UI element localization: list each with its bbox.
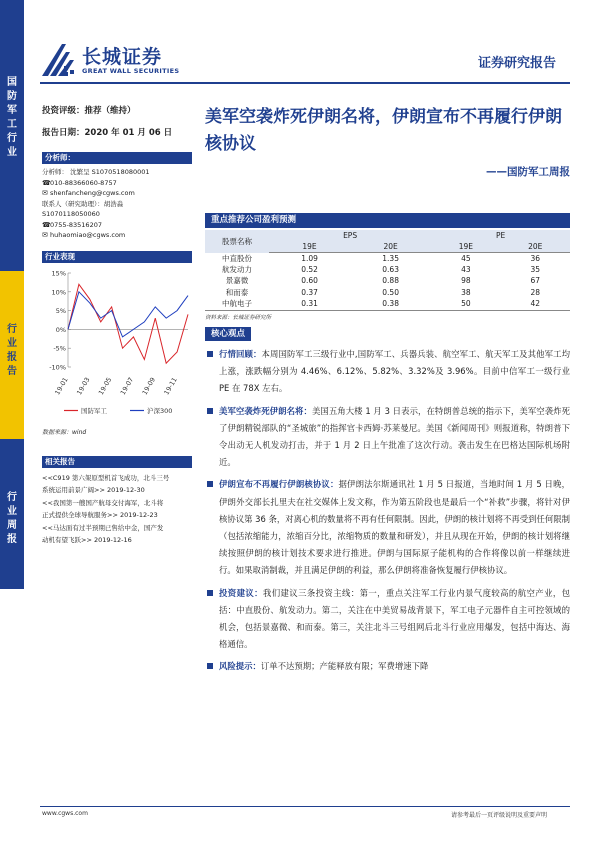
- y-tick-label: 15%: [51, 269, 66, 277]
- side-strip: [0, 0, 24, 841]
- y-tick-label: 0%: [55, 325, 66, 334]
- table-cell: 0.63: [382, 265, 399, 275]
- table-cell: 景嘉微: [225, 276, 249, 286]
- side-char: 行: [7, 324, 17, 335]
- side-char: 业: [7, 147, 17, 158]
- side-char: 国: [7, 77, 17, 88]
- report-date: 报告日期：2020 年 01 月 06 日: [42, 128, 173, 138]
- bullet-square-icon: [207, 663, 213, 669]
- side-label-weekly: [0, 439, 24, 589]
- point-heading: 伊朗宣布不再履行伊朗核协议：: [219, 479, 339, 490]
- contact-id: S1070118050060: [42, 210, 100, 218]
- side-char: 业: [7, 338, 17, 349]
- point-body: 据伊朗法尔斯通讯社 1 月 5 日报道，当地时间 1 月 5 日晚，伊朗外交部长扎里夫在社交媒体上发文称，作为第五阶段也是最后一个“补救”步骤，将针对伊核协议第 36 条，对离心机的数量将不再有任何限制。因此，伊朗的核计划将不再受到任何限制（包括浓缩能力，浓缩百分比，浓缩物质的数量和研发），并且从现在开始，伊朗的核计划将继续按照伊朗的核计划技术要求进行推进。伊朗与国际原子能机构的合作将像以前一样继续进行。如果取消制裁，并且满足伊朗的利益，那么伊朗将准备恢复履行伊核协议。: [219, 479, 570, 576]
- side-char: 工: [7, 119, 17, 130]
- table-cell: 0.37: [301, 287, 318, 297]
- table-header-row: [205, 230, 570, 241]
- great-wall-logo-icon: [40, 42, 76, 78]
- col-year: 19E: [269, 241, 350, 253]
- report-subtitle: ——国防军工周报: [486, 166, 570, 178]
- col-year: 20E: [350, 241, 431, 253]
- series-line-0: [68, 284, 188, 363]
- table-row: [205, 287, 570, 298]
- mail-icon: ✉: [42, 231, 48, 239]
- side-char: 报: [7, 352, 17, 363]
- analyst-line: [42, 199, 192, 210]
- contact-name: 联系人（研究助理）：胡浩淼: [42, 199, 124, 208]
- title-block: [205, 104, 570, 179]
- table-row: [205, 253, 570, 265]
- contact-email[interactable]: huhaomiao@cgws.com: [50, 231, 126, 239]
- core-points: [205, 346, 570, 681]
- col-year: 20E: [501, 241, 570, 253]
- performance-section-header: 行业表现: [42, 251, 192, 263]
- bullet-square-icon: [207, 590, 213, 596]
- side-char: 行: [7, 492, 17, 503]
- analyst-info: [42, 167, 192, 241]
- header-divider: [40, 82, 570, 84]
- core-point: [205, 403, 570, 472]
- core-point: [205, 346, 570, 398]
- x-tick-label: 19-11: [162, 375, 179, 396]
- logo-text-en: GREAT WALL SECURITIES: [82, 67, 180, 75]
- mail-icon: ✉: [42, 189, 48, 197]
- table-cell: 36: [530, 254, 541, 264]
- y-tick-label: -5%: [53, 344, 66, 353]
- investment-rating: 投资评级：推荐（维持）: [42, 106, 136, 116]
- data-source: 数据来源：wind: [42, 428, 87, 436]
- analyst-line: [42, 178, 192, 189]
- related-reports-header: 相关报告: [42, 456, 192, 468]
- x-tick-label: 19-09: [140, 375, 158, 396]
- col-stock-name: 股票名称: [205, 230, 269, 253]
- header: [40, 34, 570, 84]
- table-cell: 0.52: [301, 265, 318, 275]
- bullet-square-icon: [207, 481, 213, 487]
- point-body: 本周国防军工三级行业中,国防军工、兵器兵装、航空军工、航天军工及其他军工均上涨，涨跌幅分别为 4.46%、6.12%、5.82%、3.32%及 3.96%。目前中信军工一级行业 PE 在 78X 左右。: [219, 349, 570, 394]
- core-point: [205, 585, 570, 654]
- table-cell: 45: [461, 254, 471, 264]
- earnings-forecast: [205, 213, 570, 341]
- table-cell: 中直股份: [222, 253, 252, 263]
- related-report-line[interactable]: 系统运用前景广阔>> 2019-12-30: [42, 486, 145, 494]
- analyst-line: [42, 209, 192, 220]
- company-logo: [40, 42, 250, 80]
- related-report-line[interactable]: 正式提供全球导航服务>> 2019-12-23: [42, 511, 158, 519]
- analyst-email[interactable]: shenfancheng@cgws.com: [50, 189, 135, 197]
- side-char: 周: [7, 520, 17, 531]
- analyst-line: [42, 230, 192, 241]
- phone-icon: ☎: [42, 220, 51, 229]
- point-heading: 投资建议：: [219, 587, 263, 598]
- related-report-line[interactable]: 动机有望飞跃>> 2019-12-16: [42, 536, 132, 544]
- col-year: 19E: [431, 241, 500, 253]
- table-row: [205, 264, 570, 275]
- table-cell: 38: [461, 287, 471, 297]
- logo-text-cn: 长城证券: [82, 46, 163, 68]
- table-cell: 1.09: [301, 254, 318, 264]
- x-tick-label: 19-03: [75, 375, 92, 396]
- table-cell: 中航电子: [222, 298, 252, 308]
- bullet-square-icon: [207, 408, 213, 414]
- core-point: [205, 476, 570, 579]
- series-line-1: [68, 291, 188, 336]
- related-report-line[interactable]: <<C919 第六架原型机首飞成功，北斗三号: [42, 473, 170, 482]
- x-tick-label: 19-01: [53, 375, 70, 396]
- footer-website[interactable]: www.cgws.com: [42, 810, 88, 817]
- table-row: [205, 298, 570, 309]
- table-cell: 1.35: [382, 254, 399, 264]
- side-char: 报: [7, 534, 17, 545]
- contact-phone: 0755-83516207: [50, 220, 102, 229]
- table-cell: 42: [530, 298, 541, 308]
- side-char: 行: [7, 133, 17, 144]
- industry-performance-chart: [42, 267, 192, 419]
- report-title: 美军空袭炸死伊朗名将，伊朗宣布不再履行伊朗核协议: [205, 107, 562, 154]
- side-label-industry: [0, 0, 24, 271]
- x-tick-label: 19-07: [118, 375, 136, 396]
- analyst-name: 分析师： 沈繁呈 S1070518080001: [42, 168, 150, 176]
- point-heading: 美军空袭炸死伊朗名将：: [219, 405, 312, 416]
- table-cell: 28: [530, 287, 541, 297]
- table-cell: 和而泰: [225, 287, 249, 297]
- analyst-phone: 010-88366060-8757: [50, 178, 117, 187]
- related-report-line[interactable]: <<马达面有过半预期已售给中金，国产发: [42, 523, 164, 532]
- y-tick-label: 5%: [55, 306, 66, 315]
- table-cell: 0.88: [382, 276, 399, 286]
- x-tick-label: 19-05: [96, 375, 114, 396]
- table-cell: 0.38: [382, 298, 399, 308]
- table-source: 资料来源：长城证券研究所: [205, 310, 570, 321]
- core-view-header: 核心观点: [205, 327, 251, 341]
- related-reports-list: [42, 472, 192, 547]
- related-report-line[interactable]: <<我国第一艘国产航母交付海军，北斗将: [42, 498, 164, 507]
- side-blank: [0, 589, 24, 841]
- table-header-bar: 重点推荐公司盈利预测: [205, 213, 570, 228]
- point-heading: 风险提示：: [219, 661, 261, 672]
- point-body: 美国五角大楼 1 月 3 日表示，在特朗普总统的指示下，美军空袭炸死了伊朗精锐部队的“圣城旅”的指挥官卡西姆·苏莱曼尼。美国《新闻周刊》则报道称，特朗普下令出动无人机发动打击，并于 1 月 2 日上午批准了这次行动。袭击发生在巴格达国际机场附近。: [219, 405, 571, 468]
- table-row: [205, 275, 570, 286]
- table-cell: 0.50: [382, 287, 399, 297]
- analyst-line: [42, 220, 192, 231]
- left-column: [42, 104, 192, 547]
- side-label-report: [0, 271, 24, 439]
- footer-divider: [40, 806, 570, 807]
- table-cell: 航发动力: [222, 265, 252, 275]
- y-tick-label: -10%: [49, 363, 66, 371]
- point-body: 我们建议三条投资主线：第一，重点关注军工行业内景气度较高的航空产业，包括：中直股份、航发动力。第二，关注在中美贸易战背景下，军工电子元器件自主可控领域的机会，包括景嘉微、和而泰。第三，关注北斗三号组网后北斗行业应用爆发，包括中海达、海格通信。: [219, 587, 571, 650]
- point-body: 订单不达预期；产能释放有限；军费增速下降: [260, 661, 429, 672]
- side-char: 业: [7, 506, 17, 517]
- legend-label: 国防军工: [81, 406, 107, 415]
- bullet-square-icon: [207, 351, 213, 357]
- side-char: 军: [7, 105, 17, 116]
- col-pe: PE: [431, 230, 570, 241]
- analyst-line: [42, 167, 192, 178]
- earnings-table: [205, 230, 570, 309]
- table-cell: 98: [461, 276, 471, 286]
- document-type: 证券研究报告: [477, 56, 556, 71]
- phone-icon: ☎: [42, 178, 51, 187]
- table-cell: 0.31: [301, 298, 318, 308]
- analyst-line: [42, 188, 192, 199]
- y-tick-label: 10%: [51, 287, 66, 296]
- table-cell: 43: [461, 265, 471, 275]
- table-cell: 0.60: [301, 276, 318, 286]
- core-point: [205, 658, 570, 675]
- side-char: 告: [7, 366, 17, 377]
- analyst-section-header: 分析师：: [42, 152, 192, 164]
- table-cell: 35: [530, 265, 541, 275]
- table-cell: 67: [530, 276, 541, 286]
- footer-disclaimer: 请参考最后一页评级说明及重要声明: [450, 812, 547, 819]
- table-cell: 50: [461, 298, 471, 308]
- col-eps: EPS: [269, 230, 431, 241]
- side-char: 防: [7, 91, 17, 102]
- point-heading: 行情回顾：: [219, 349, 262, 359]
- legend-label: 沪深300: [147, 406, 173, 415]
